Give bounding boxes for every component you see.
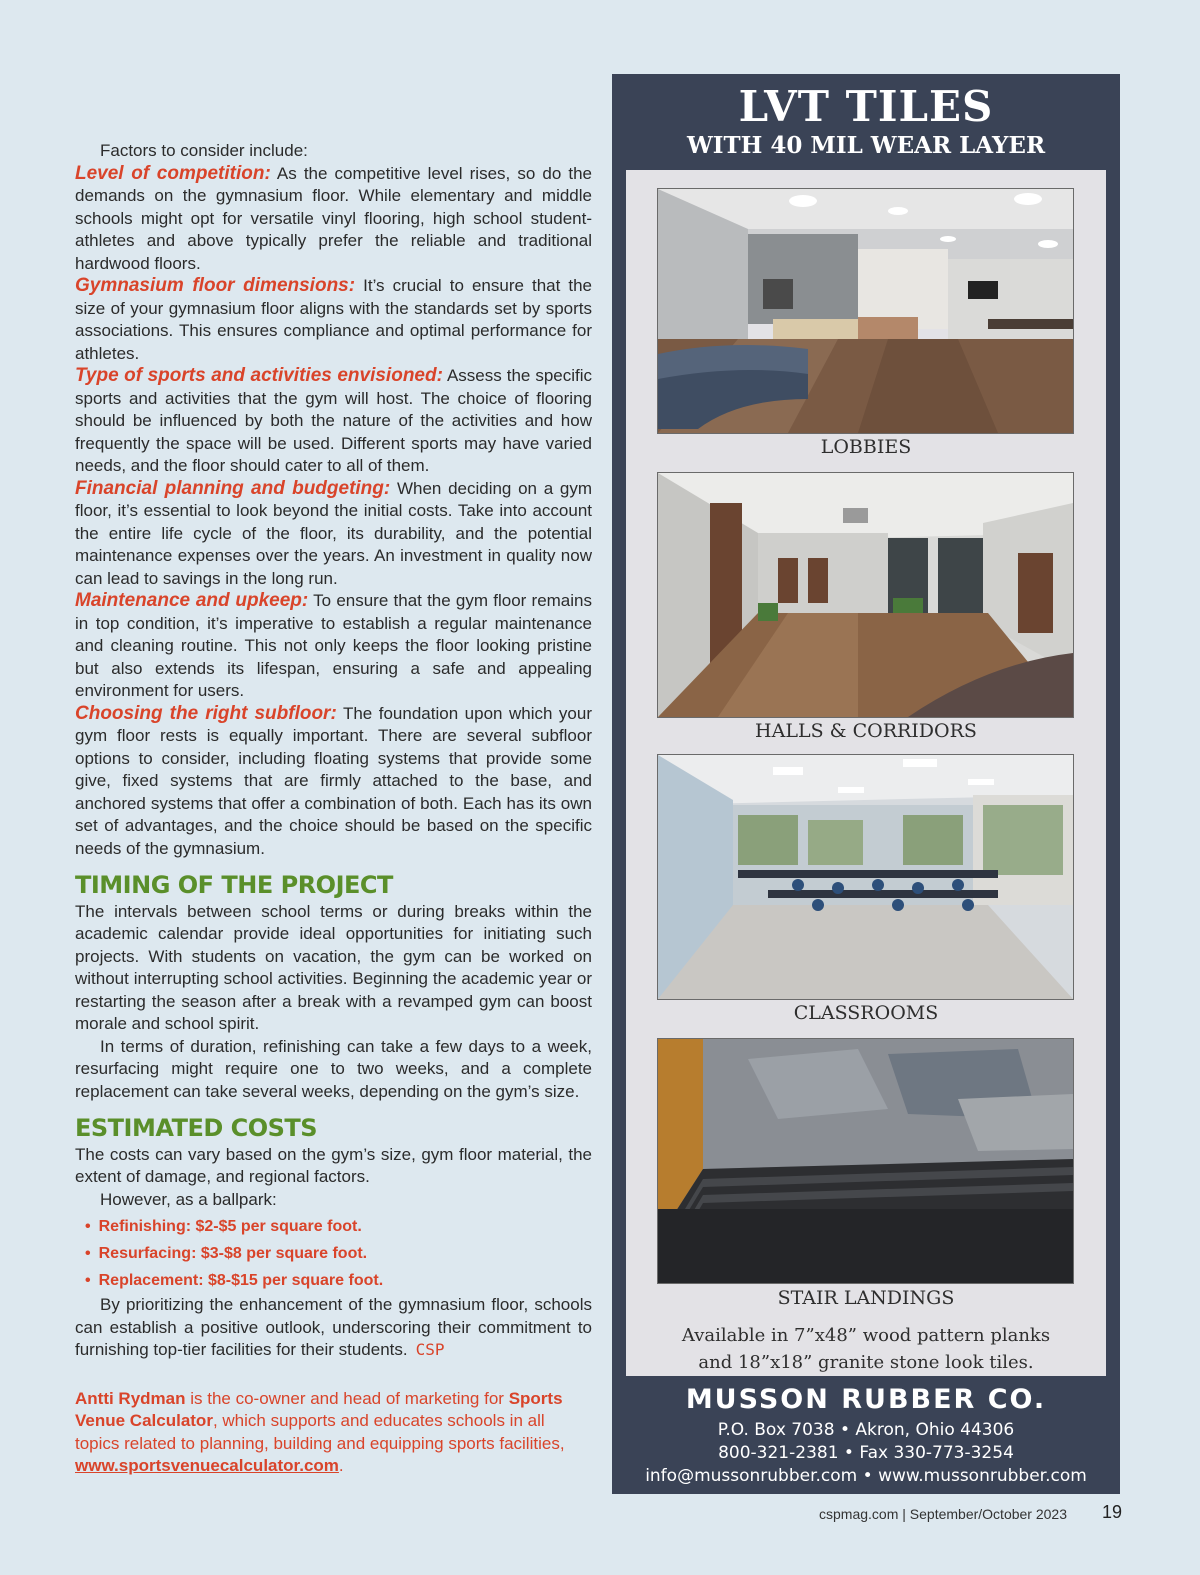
factor-lead: Choosing the right subfloor: [75, 702, 337, 724]
factor-lead: Level of competition: [75, 162, 271, 184]
bullet-icon: • [85, 1218, 91, 1235]
csp-logo: CSP [415, 1340, 445, 1359]
stair-photo [657, 1038, 1074, 1284]
costs-paragraph-1: The costs can vary based on the gym’s size, gym floor material, the extent of damage, and regional factors. [75, 1144, 592, 1186]
factor-level [75, 163, 592, 276]
company-name: MUSSON RUBBER CO. [685, 1384, 1047, 1415]
lobbies-caption: LOBBIES [820, 436, 912, 458]
factor-text: The foundation upon which your gym floor rests is equally important. There are several subfloor options to consider, including floating systems that provide some give, fixed systems that are firmly attached to the base, and anchored systems that offer a combination of both. Each has its own set of advantages, and the choice should be based on the specific needs of the gymnasium. [75, 703, 592, 858]
classroom-photo [657, 754, 1074, 1000]
factor-lead: Type of sports and activities envisioned: [75, 365, 443, 386]
bullet-icon: • [85, 1245, 91, 1262]
factor-maintenance [75, 590, 592, 703]
costs-paragraph-2: However, as a ballpark: [100, 1189, 277, 1209]
factor-sports [75, 365, 592, 478]
closing-paragraph: By prioritizing the enhancement of the gymnasium floor, schools can establish a positive outlook, underscoring their commitment to furnishing top-tier facilities for their students. CSP [75, 1295, 592, 1359]
ad-panel [626, 170, 1106, 1376]
list-item: • Resurfacing: $3-$8 per square foot. [85, 1245, 368, 1262]
factor-lead: Financial planning and budgeting: [75, 477, 391, 499]
timing-paragraph-1: The intervals between school terms or during breaks within the academic calendar provide ideal opportunities for initiating such projects. With students on vacation, the gym can be worked on without interrupting school activities. Beginning the academic year or restarting the season after a break with a revamped gym can boost morale and school spirit. [75, 901, 592, 1033]
availability-text: Available in 7”x48” wood pattern planks and 18”x18” granite stone look tiles. [681, 1325, 1051, 1373]
factor-text: When deciding on a gym floor, it’s essential to look beyond the initial costs. Take into account the entire life cycle of the floor, its durability, and the potential maintenance expenses over the years. An investment in quality now can lead to savings in the long run. [75, 478, 592, 588]
article-column [75, 140, 592, 1478]
timing-heading: TIMING OF THE PROJECT [75, 871, 393, 899]
factor-text: Assess the specific sports and activities that the gym will host. The choice of flooring should be influenced by both the nature of the activities and how frequently the space will be used. Different sports may have varied needs, and the floor should cater to all of them. [75, 366, 593, 475]
page-number: 19 [1102, 1502, 1123, 1522]
company-address: P.O. Box 7038 • Akron, Ohio 44306 [717, 1420, 1015, 1440]
costs-heading: ESTIMATED COSTS [75, 1114, 318, 1142]
factor-lead: Gymnasium floor dimensions: [75, 275, 356, 296]
advertisement [612, 74, 1120, 1494]
costs-list [75, 1213, 592, 1294]
halls-caption: HALLS & CORRIDORS [755, 720, 977, 742]
lobby-photo [657, 188, 1074, 434]
factor-financial [75, 478, 592, 591]
footer-text: cspmag.com | September/October 2023 [819, 1506, 1067, 1522]
ad-title: LVT TILES [738, 82, 994, 131]
classrooms-caption: CLASSROOMS [793, 1002, 939, 1024]
website-link[interactable]: www.sportsvenuecalculator.com [75, 1456, 339, 1475]
factor-text: To ensure that the gym floor remains in top condition, it’s imperative to establish a regular maintenance and cleaning routine. This not only keeps the floor looking pristine but also extends its lifespan, ensuring a safe and appealing environment for users. [75, 591, 592, 700]
ad-subtitle: WITH 40 MIL WEAR LAYER [686, 132, 1046, 159]
timing-paragraph-2: In terms of duration, refinishing can take a few days to a week, resurfacing might require one to two weeks, and a complete replacement can take several weeks, depending on the gym’s size. [75, 1036, 592, 1101]
bullet-icon: • [85, 1272, 91, 1289]
factor-text: As the competitive level rises, so do the demands on the gymnasium floor. While elementary and middle schools might opt for versatile vinyl flooring, high school student-athletes and above typically prefer the reliable and traditional hardwood floors. [75, 163, 592, 273]
company-phone: 800-321-2381 • Fax 330-773-3254 [718, 1443, 1014, 1463]
list-item: • Refinishing: $2-$5 per square foot. [85, 1218, 362, 1235]
author-name: Antti Rydman [75, 1388, 186, 1408]
company-web[interactable]: info@mussonrubber.com • www.mussonrubber.com [645, 1466, 1087, 1486]
factor-text: It’s crucial to ensure that the size of your gymnasium floor aligns with the standards set by sports associations. This ensures compliance and optimal performance for athletes. [75, 276, 593, 363]
author-company: Sports Venue Calculator [75, 1388, 563, 1430]
factor-subfloor [75, 703, 592, 861]
list-item: • Replacement: $8-$15 per square foot. [85, 1272, 384, 1289]
intro-text: Factors to consider include: [100, 141, 308, 160]
factor-lead: Maintenance and upkeep: [75, 590, 309, 611]
halls-photo [657, 472, 1074, 718]
factor-dimensions [75, 275, 592, 365]
stair-landings-caption: STAIR LANDINGS [777, 1287, 955, 1309]
author-bio: Antti Rydman is the co-owner and head of marketing for Sports Venue Calculator, which supports and educates schools in all topics related to planning, building and equipping sports facilities, www.sportsvenuecalculator.com. [75, 1388, 565, 1475]
